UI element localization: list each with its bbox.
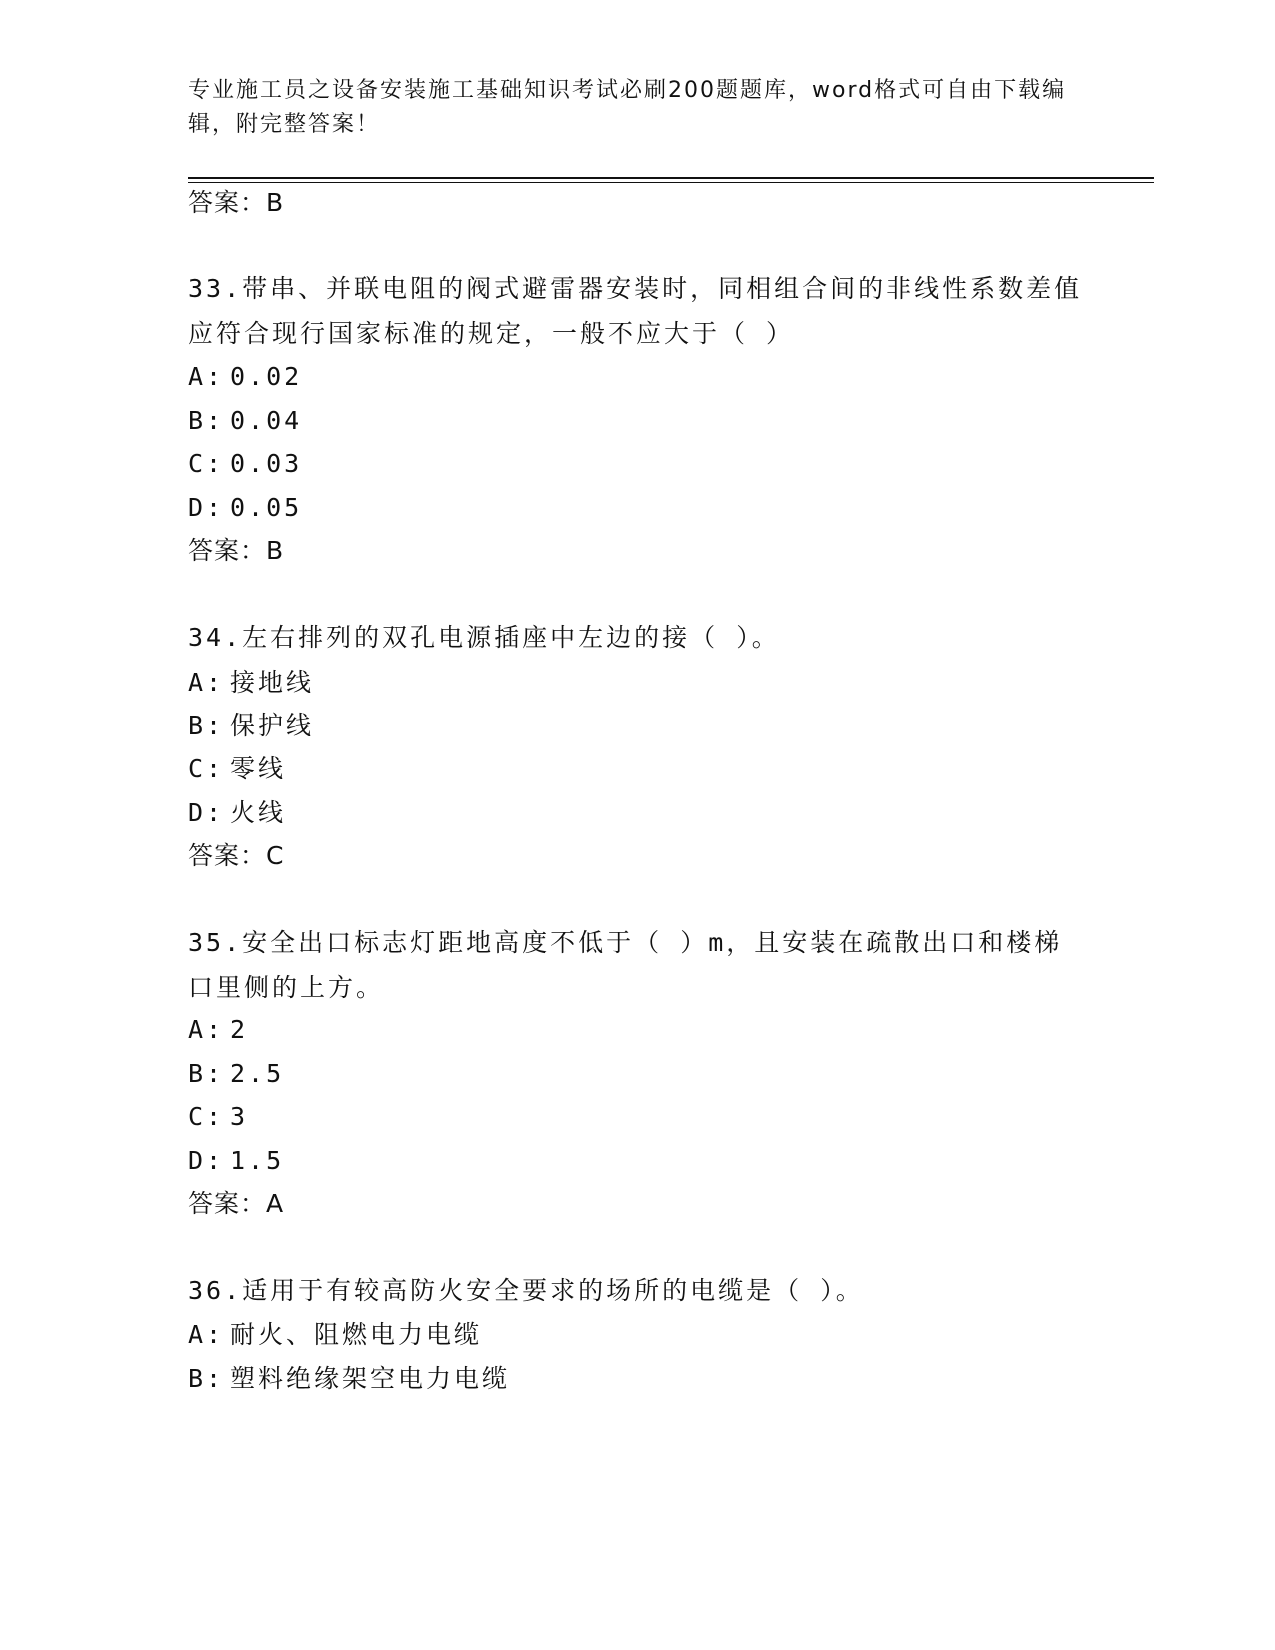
option-b [188,1364,510,1394]
answer-prefix: 答案： [188,841,267,870]
option-key: D: [188,798,225,827]
answer-prefix: 答案： [188,536,267,565]
option-text: 接地线 [230,668,315,697]
answer-value: A [266,1189,285,1218]
answer-line [188,1189,284,1219]
option-a [188,1320,482,1350]
question-stem: 34.左右排列的双孔电源插座中左边的接（ ）。 [188,623,780,652]
option-key: B: [188,1364,225,1393]
option-b [188,711,314,741]
option-text: 0.02 [230,362,303,391]
option-key: B: [188,711,225,740]
answer-value: B [266,188,285,217]
answer-line [188,841,284,871]
answer-prefix: 答案： [188,188,267,217]
header-divider [188,177,1154,179]
option-d [188,798,286,828]
option-text: 保护线 [230,711,315,740]
question-stem: 33.带串、并联电阻的阀式避雷器安装时，同相组合间的非线性系数差值应符合现行国家标准的规定，一般不应大于（ ） [188,274,1083,348]
option-a [188,1015,248,1045]
option-a [188,362,302,392]
option-key: C: [188,449,225,478]
answer-value: C [266,841,285,870]
option-b [188,1059,284,1089]
option-text: 零线 [230,754,287,783]
option-c [188,754,286,784]
option-c [188,449,302,479]
document-header: 专业施工员之设备安装施工基础知识考试必刷200题题库，word格式可自由下载编辑，附完整答案！ [188,78,1067,137]
option-a [188,668,314,698]
option-d [188,1146,284,1176]
option-text: 耐火、阻燃电力电缆 [230,1320,483,1349]
option-key: A: [188,668,225,697]
option-text: 0.03 [230,449,303,478]
option-c [188,1102,248,1132]
option-key: D: [188,1146,225,1175]
answer-line [188,536,284,566]
option-key: B: [188,1059,225,1088]
answer-prefix: 答案： [188,1189,267,1218]
option-key: B: [188,406,225,435]
option-d [188,493,302,523]
option-text: 1.5 [230,1146,285,1175]
answer-value: B [266,536,285,565]
option-text: 火线 [230,798,287,827]
option-key: C: [188,754,225,783]
answer-line [188,188,284,218]
option-text: 塑料绝缘架空电力电缆 [230,1364,511,1393]
question-stem: 36.适用于有较高防火安全要求的场所的电缆是（ ）。 [188,1276,864,1305]
option-text: 0.05 [230,493,303,522]
option-text: 2 [230,1015,249,1044]
option-text: 0.04 [230,406,303,435]
option-key: A: [188,362,225,391]
header-divider-thin [188,182,1154,183]
option-key: A: [188,1015,225,1044]
option-key: C: [188,1102,225,1131]
option-text: 3 [230,1102,249,1131]
option-text: 2.5 [230,1059,285,1088]
option-key: D: [188,493,225,522]
option-key: A: [188,1320,225,1349]
question-stem: 35.安全出口标志灯距地高度不低于（ ）m，且安装在疏散出口和楼梯口里侧的上方。 [188,928,1063,1002]
option-b [188,406,302,436]
